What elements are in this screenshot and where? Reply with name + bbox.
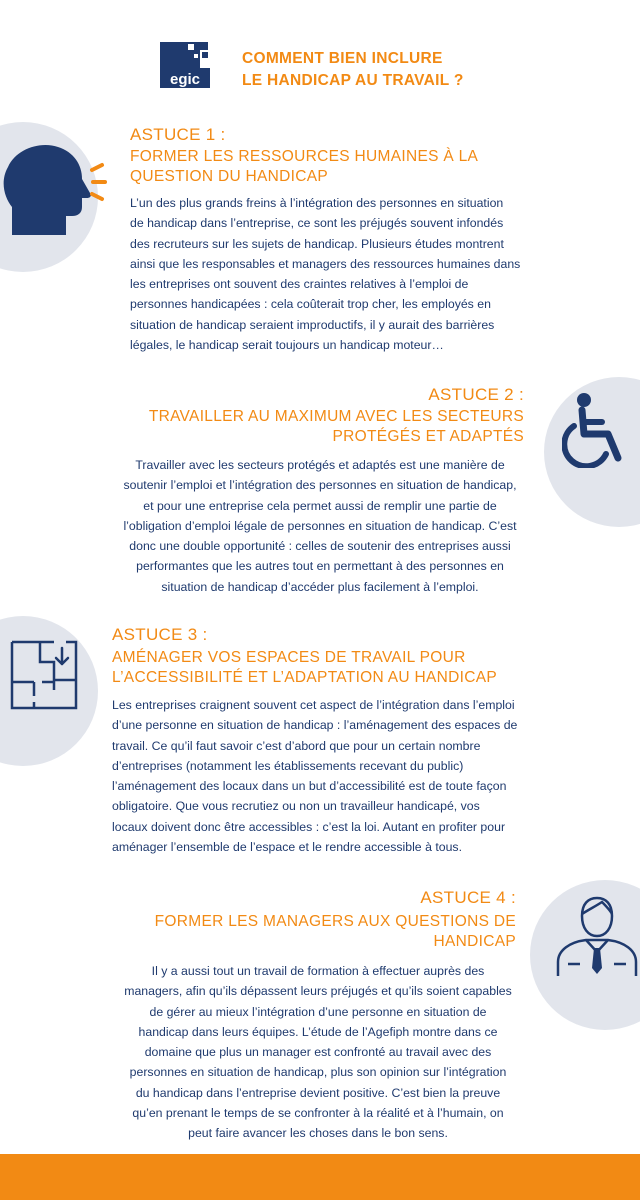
tip1-body-line: situation de handicap seraient improductifs, il y aurait des barrières bbox=[130, 317, 495, 332]
tip2-heading-line2: PROTÉGÉS ET ADAPTÉS bbox=[332, 428, 524, 445]
tip4-body-line: managers, afin qu’ils dépassent leurs préjugés et qu’ils soient capables bbox=[124, 984, 512, 999]
tip4-heading bbox=[60, 912, 516, 952]
tip4-body-line: du handicap dans l’entreprise devient positive. C’est bien la preuve bbox=[135, 1085, 501, 1100]
tip1-body-line: personnes handicapées : cela coûterait trop cher, les employés en bbox=[130, 297, 491, 312]
tip1-body-line: de handicap dans l’entreprise, ce sont les préjugés souvent infondés bbox=[130, 216, 504, 231]
tip1-body-line: L’un des plus grands freins à l’intégration des personnes en situation bbox=[130, 196, 504, 210]
egic-logo bbox=[158, 42, 212, 90]
tip4-body-line: personnes en situation de handicap, plus son opinion sur l’intégration bbox=[129, 1065, 507, 1080]
tip3-body-line: d’entreprises (notamment les établissements recevant du public) bbox=[112, 758, 464, 773]
tip2-label: ASTUCE 2 : bbox=[428, 385, 524, 404]
tip2-body-line: situation de handicap d’accéder plus facilement à l’emploi. bbox=[161, 579, 479, 594]
tip1-heading-line1: FORMER LES RESSOURCES HUMAINES À LA bbox=[130, 148, 479, 165]
tip3-heading bbox=[112, 648, 622, 688]
tip4-heading-line1: FORMER LES MANAGERS AUX QUESTIONS DE bbox=[154, 913, 516, 930]
manager-icon bbox=[552, 892, 640, 987]
tip3-body-line: Les entreprises craignent souvent cet aspect de l’intégration dans l’emploi bbox=[112, 698, 515, 712]
footer-bar bbox=[0, 1154, 640, 1200]
tip1-body-line: légales, le handicap serait toujours un handicap moteur… bbox=[130, 338, 444, 353]
tip1-body-line: des recruteurs sur les sujets de handicap. Plusieurs études montrent bbox=[130, 236, 504, 251]
tip4-body-line: Il y a aussi tout un travail de formation à effectuer auprès des bbox=[151, 964, 485, 978]
tip3-body-line: obligatoire. Que vous recrutiez ou non un travailleur handicapé, vos bbox=[112, 799, 480, 814]
logo-text: egic bbox=[169, 71, 201, 88]
tip1-body-line: ainsi que les responsables et managers des ressources humaines dans bbox=[130, 256, 521, 271]
tip3-body-line: travail. Ce qu’il faut savoir c’est d’abord que pour un certain nombre bbox=[112, 738, 481, 753]
tip3-body-line: locaux doivent donc être accessibles : c’est la loi. Autant en profiter pour bbox=[112, 819, 506, 834]
page-title-line2: LE HANDICAP AU TRAVAIL ? bbox=[242, 72, 464, 89]
tip3-heading-line2: L’ACCESSIBILITÉ ET L’ADAPTATION AU HANDICAP bbox=[112, 669, 498, 686]
tip2-body-line: donc une double opportunité : celles de soutenir des entreprises aussi bbox=[129, 539, 511, 554]
tip1-heading bbox=[130, 147, 620, 187]
tip4-body-line: domaine que plus un manager est confronté au travail avec des bbox=[144, 1045, 492, 1060]
tip3-body bbox=[112, 695, 632, 857]
tip2-body-line: soutenir l’emploi et l’intégration des personnes en situation de handicap, bbox=[123, 478, 517, 493]
tip4-label: ASTUCE 4 : bbox=[420, 888, 516, 907]
speaking-head-icon bbox=[2, 137, 110, 242]
tip2-body-line: l’obligation d’emploi légale de personnes en situation de handicap. C’est bbox=[123, 518, 517, 533]
tip1-heading-line2: QUESTION DU HANDICAP bbox=[130, 168, 329, 185]
tip4-body-line: peut faire avancer les choses dans le bon sens. bbox=[188, 1126, 448, 1141]
tip3-body-line: l’aménagement des locaux dans un but d’accessibilité est de toute façon bbox=[112, 779, 507, 794]
tip3-body-line: aménager l’ensemble de l’espace et le rendre accessible à tous. bbox=[112, 840, 462, 855]
tip3-body-line: d’une personne en situation de handicap : l’aménagement des espaces de bbox=[112, 718, 518, 733]
tip2-heading-line1: TRAVAILLER AU MAXIMUM AVEC LES SECTEURS bbox=[148, 408, 524, 425]
page-title-line1: COMMENT BIEN INCLURE bbox=[242, 50, 443, 67]
tip4-heading-line2: HANDICAP bbox=[433, 933, 516, 950]
tip1-body-line: les entreprises ont souvent des craintes relatives à l’emploi de bbox=[130, 277, 469, 292]
tip3-heading-line1: AMÉNAGER VOS ESPACES DE TRAVAIL POUR bbox=[112, 649, 466, 666]
tip2-body-line: Travailler avec les secteurs protégés et adaptés est une manière de bbox=[135, 458, 505, 472]
tip2-heading bbox=[80, 407, 524, 447]
tip3-label: ASTUCE 3 : bbox=[112, 625, 208, 644]
tip2-body-line: et pour une entreprise cela permet aussi de remplir une partie de bbox=[143, 498, 497, 513]
floor-plan-icon bbox=[10, 640, 80, 715]
tip2-body bbox=[100, 455, 540, 597]
tip2-body-line: performantes que les autres tout en permettant à des personnes en bbox=[136, 559, 504, 574]
wheelchair-icon bbox=[562, 392, 632, 473]
tip4-body-line: handicap dans leurs équipes. L’étude de l’Agefiph montre dans ce bbox=[138, 1024, 498, 1039]
tip1-label: ASTUCE 1 : bbox=[130, 125, 226, 144]
tip1-body bbox=[130, 193, 630, 355]
page-title bbox=[242, 48, 602, 92]
tip4-body-line: de gérer au mieux l’intégration d’une personne en situation de bbox=[149, 1004, 487, 1019]
tip4-body-line: qu’en prenant le temps de se confronter à la réalité et à l’humain, on bbox=[132, 1106, 504, 1121]
tip4-body bbox=[96, 961, 540, 1144]
